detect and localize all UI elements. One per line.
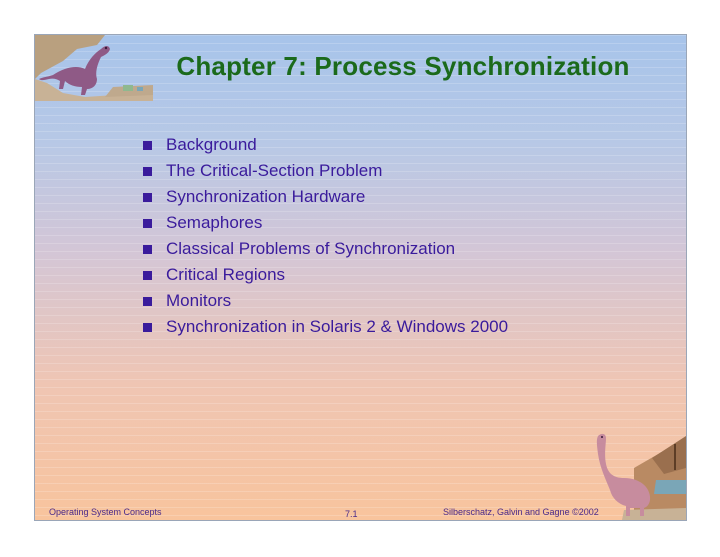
square-bullet-icon (143, 141, 152, 150)
slide (34, 34, 687, 521)
bullet-item (143, 288, 508, 314)
square-bullet-icon (143, 167, 152, 176)
bullet-item (143, 236, 508, 262)
bullet-item (143, 132, 508, 158)
bullet-item (143, 210, 508, 236)
bullet-text: Background (166, 135, 257, 154)
square-bullet-icon (143, 193, 152, 202)
bullet-item (143, 158, 508, 184)
square-bullet-icon (143, 245, 152, 254)
square-bullet-icon (143, 219, 152, 228)
dinosaur-top-icon (35, 35, 155, 101)
bullet-text: Classical Problems of Synchronization (166, 239, 456, 258)
bullet-text: Semaphores (166, 213, 263, 232)
bullet-list (143, 132, 508, 340)
bullet-item (143, 262, 508, 288)
footer-authors: Silberschatz, Galvin and Gagne ©2002 (443, 507, 599, 517)
square-bullet-icon (143, 271, 152, 280)
bullet-item (143, 184, 508, 210)
footer-book-title: Operating System Concepts (49, 507, 162, 517)
square-bullet-icon (143, 297, 152, 306)
bullet-text: Synchronization Hardware (166, 187, 366, 206)
square-bullet-icon (143, 323, 152, 332)
bullet-text: The Critical-Section Problem (166, 161, 383, 180)
dinosaur-bottom-icon (594, 428, 686, 520)
bullet-text: Synchronization in Solaris 2 & Windows 2000 (166, 317, 509, 336)
bullet-text: Critical Regions (166, 265, 286, 284)
bullet-text: Monitors (166, 291, 232, 310)
footer-page-number: 7.1 (345, 509, 358, 519)
bullet-item (143, 314, 508, 340)
slide-title: Chapter 7: Process Synchronization (176, 51, 630, 81)
